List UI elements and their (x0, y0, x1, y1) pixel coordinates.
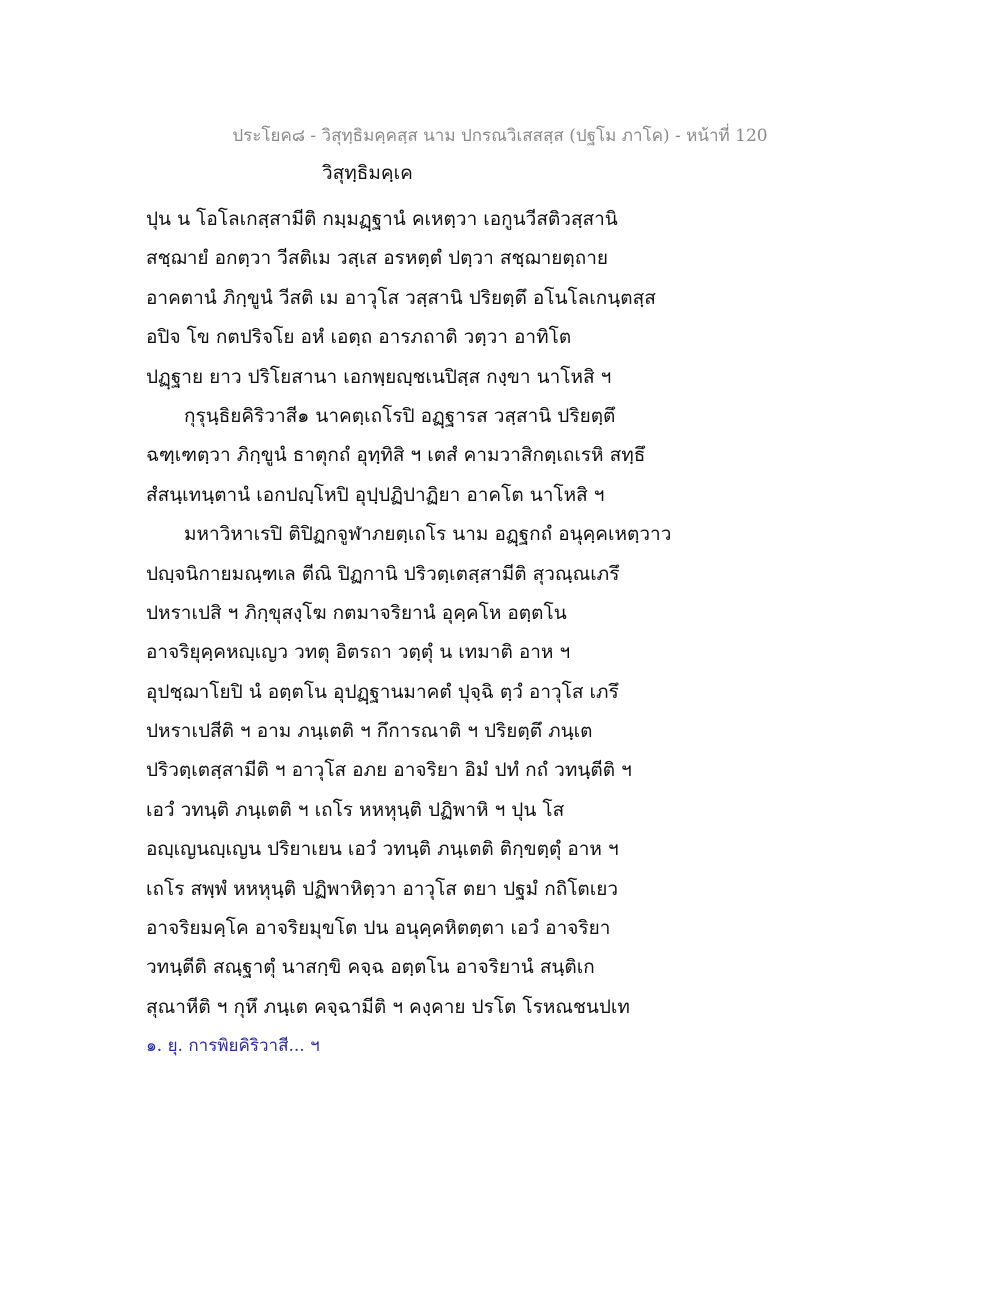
running-header: ประโยค๘ - วิสุทฺธิมคฺคสฺส นาม ปกรณวิเสสสฺส (ปฐโม ภาโค) - หน้าที่ 120 (232, 126, 768, 146)
text-line: ปฏฺฐาย ยาว ปริโยสานา เอกพฺยญฺชเนปิสฺส กงฺขา นาโหสิ ฯ (146, 365, 612, 388)
text-line: อาจริยมคฺโค อาจริยมุขโต ปน อนุคฺคหิตตฺตา เอวํ อาจริยา (146, 917, 611, 940)
text-line: เถโร สพฺพํ หหหุนฺติ ปฏิพาหิตฺวา อาวุโส ตยา ปฐมํ กถิโตเยว (146, 877, 619, 900)
text-line: ปุน น โอโลเกสฺสามีติ กมฺมฏฺฐานํ คเหตฺวา เอกูนวีสติวสฺสานิ (146, 208, 618, 230)
text-line: สํสนฺเทนฺตานํ เอกปญฺโหปิ อุปฺปฏิปาฏิยา อาคโต นาโหสิ ฯ (146, 483, 605, 506)
text-line: สชฺฌายํ อกตฺวา วีสติเม วสฺเส อรหตฺตํ ปตฺวา สชฺฌายตฺถาย (146, 247, 609, 270)
text-line: อปิจ โข กตปริจโย อหํ เอตฺถ อารภถาติ วตฺวา อาทิโต (146, 326, 572, 349)
text-line: อุปชฺฌาโยปิ นํ อตฺตโน อุปฏฺฐานมาคตํ ปุจฺฉิ ตฺวํ อาวุโส เภรึ (146, 680, 619, 703)
paragraph-start-line: กุรุนฺธิยคิริวาสี๑ นาคตฺเถโรปิ อฏฺฐารส วสฺสานิ ปริยตฺตึ (184, 404, 616, 427)
text-line: อญฺเญนญฺเญน ปริยาเยน เอวํ วทนฺติ ภนฺเตติ ติกฺขตฺตุํ อาห ฯ (146, 838, 619, 861)
body-text (146, 200, 866, 1027)
text-line: ปหราเปสีติ ฯ อาม ภนฺเตติ ฯ กึการณาติ ฯ ปริยตฺตึ ภนฺเต (146, 720, 593, 743)
text-line: ปริวตฺเตสฺสามีติ ฯ อาวุโส อภย อาจริยา อิมํ ปทํ กถํ วทนฺตีติ ฯ (146, 759, 632, 782)
paragraph-start-line: มหาวิหาเรปิ ติปิฏกจูฬาภยตฺเถโร นาม อฏฺฐกถํ อนุคฺคเหตฺวาว (184, 523, 672, 546)
text-line: ปหราเปสิ ฯ ภิกฺขุสงฺโฆ กตมาจริยานํ อุคฺคโห อตฺตโน (146, 601, 567, 624)
text-line: สุณาหีติ ฯ กุหึ ภนฺเต คจฺฉามีติ ฯ คงฺคาย ปรโต โรหณชนปเท (146, 995, 630, 1018)
text-line: วทนฺตีติ สณฺฐาตุํ นาสกฺขิ คจฺฉ อตฺตโน อาจริยานํ สนฺติเก (146, 956, 595, 979)
text-line: ปญฺจนิกายมณฺฑเล ตีณิ ปิฏกานิ ปริวตฺเตสฺสามีติ สุวณฺณเภรึ (146, 562, 620, 585)
text-line: อาคตานํ ภิกฺขูนํ วีสติ เม อาวุโส วสฺสานิ ปริยตฺตึ อโนโลเกนฺตสฺส (146, 286, 656, 309)
text-line: เอวํ วทนฺติ ภนฺเตติ ฯ เถโร หหหุนฺติ ปฏิพาหิ ฯ ปุน โส (146, 798, 565, 821)
footnote: ๑. ยุ. การพิยคิริวาสี... ฯ (146, 1036, 320, 1056)
text-line: ฉฑฺเฑตฺวา ภิกฺขูนํ ธาตุกถํ อุทฺทิสิ ฯ เตสํ คามวาสิกตฺเถเรหิ สทฺธึ (146, 444, 646, 467)
text-line: อาจริยุคฺคหญฺเญว วทตุ อิตรถา วตฺตุํ น เทมาติ อาห ฯ (146, 641, 571, 664)
section-title: วิสุทฺธิมคฺเค (322, 162, 413, 184)
